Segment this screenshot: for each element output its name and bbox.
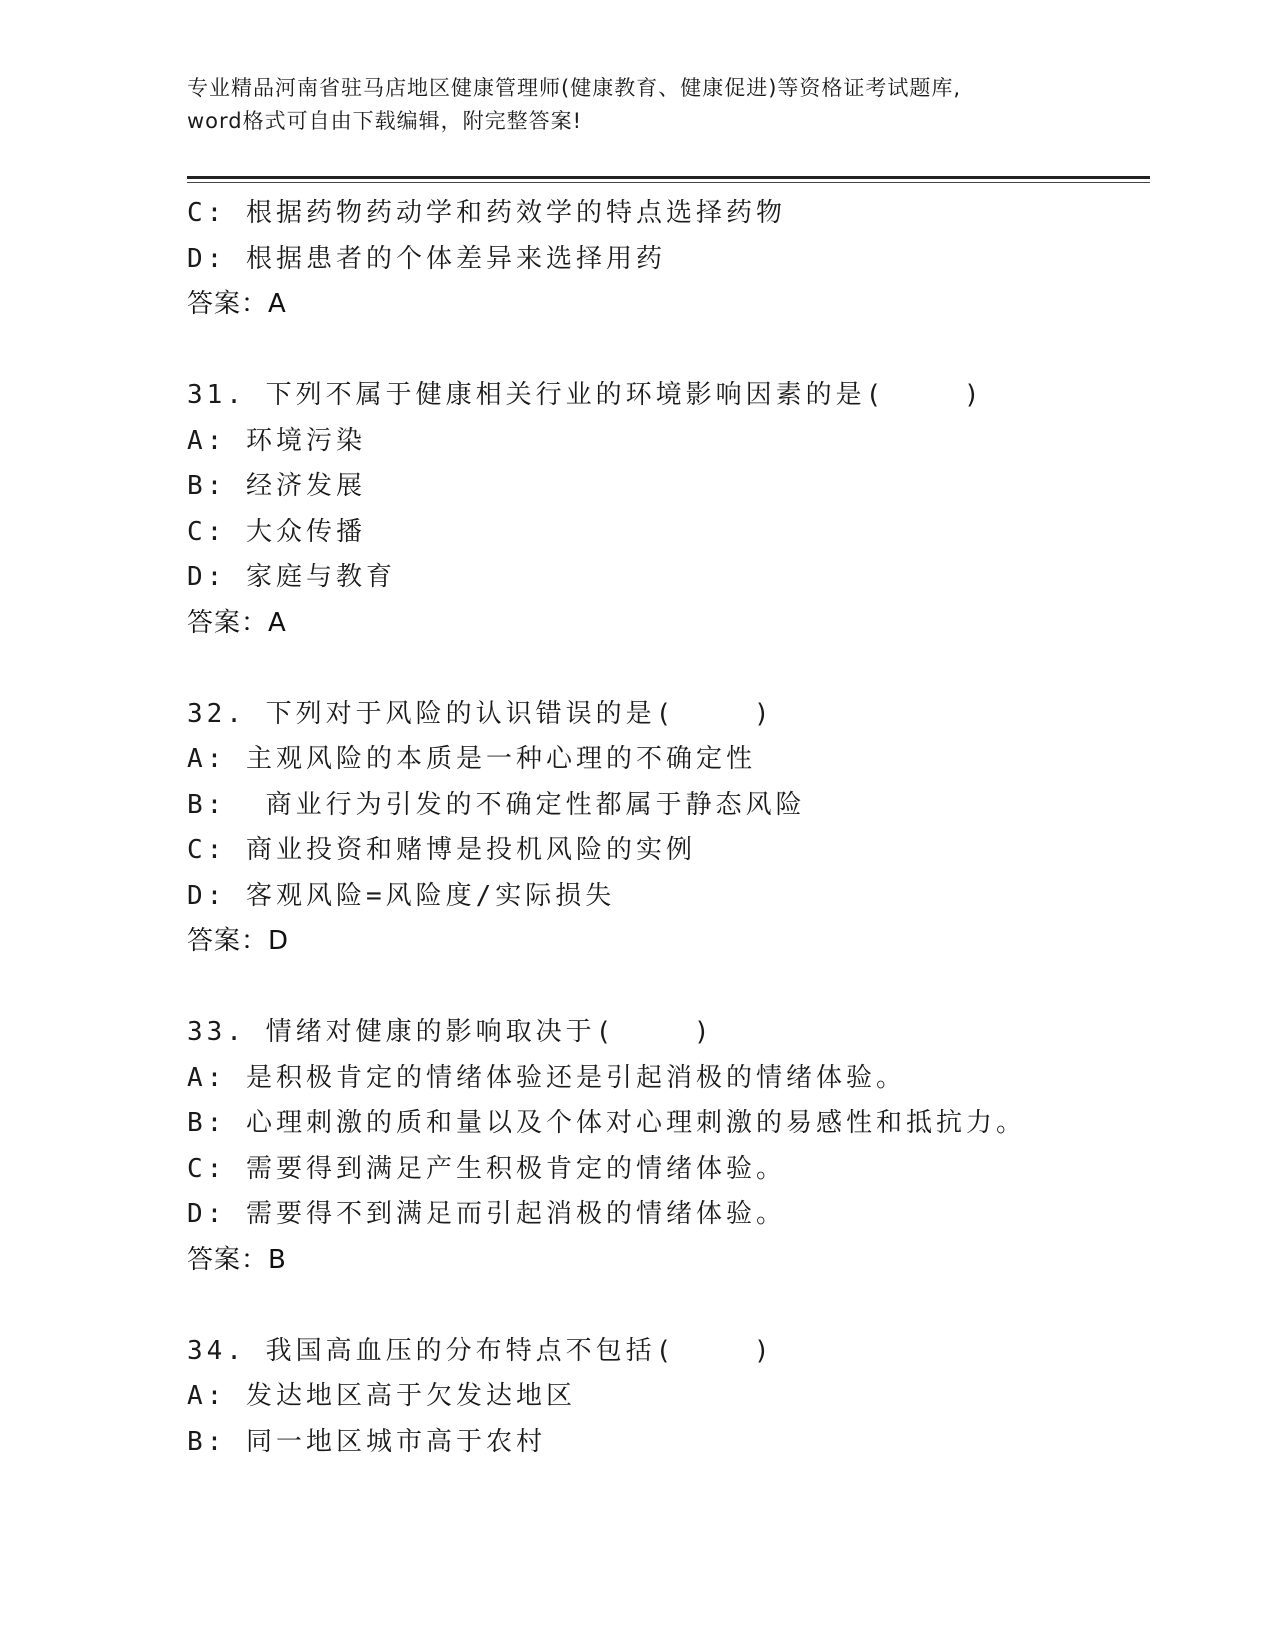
option-d: D: 根据患者的个体差异来选择用药	[187, 243, 666, 274]
document-header	[187, 72, 1087, 138]
header-divider-thin	[187, 182, 1150, 183]
answer-label: 答案：A	[187, 607, 287, 638]
spacer	[187, 1283, 1147, 1329]
question-32	[187, 692, 1147, 965]
answer-label: 答案：D	[187, 926, 290, 956]
header-title-line-1: 专业精品河南省驻马店地区健康管理师(健康教育、健康促进)等资格证考试题库,	[187, 76, 962, 100]
question-stem: 34. 我国高血压的分布特点不包括( )	[187, 1335, 774, 1366]
option-a: A: 主观风险的本质是一种心理的不确定性	[187, 744, 756, 774]
spacer	[187, 646, 1147, 692]
question-30-continued	[187, 191, 1147, 328]
question-34	[187, 1329, 1147, 1466]
option-a: A: 环境污染	[187, 425, 366, 456]
spacer	[187, 328, 1147, 374]
option-d: D: 客观风险=风险度/实际损失	[187, 880, 616, 911]
option-d: D: 家庭与教育	[187, 562, 396, 592]
option-d: D: 需要得不到满足而引起消极的情绪体验。	[187, 1199, 786, 1229]
header-divider-thick	[187, 176, 1150, 179]
header-title-line-2: word格式可自由下载编辑，附完整答案!	[187, 109, 583, 133]
option-b: B: 经济发展	[187, 471, 366, 501]
spacer	[187, 965, 1147, 1011]
option-a: A: 发达地区高于欠发达地区	[187, 1381, 576, 1411]
answer-label: 答案：A	[187, 289, 287, 319]
question-stem: 31. 下列不属于健康相关行业的环境影响因素的是( )	[187, 380, 984, 410]
option-b: B: 商业行为引发的不确定性都属于静态风险	[187, 789, 806, 820]
question-31	[187, 373, 1147, 646]
question-list	[187, 191, 1147, 1465]
question-stem: 33. 情绪对健康的影响取决于( )	[187, 1017, 714, 1047]
option-c: C: 需要得到满足产生积极肯定的情绪体验。	[187, 1153, 786, 1184]
option-c: C: 大众传播	[187, 516, 366, 547]
question-stem: 32. 下列对于风险的认识错误的是( )	[187, 698, 774, 729]
answer-label: 答案：B	[187, 1244, 287, 1275]
option-b: B: 同一地区城市高于农村	[187, 1426, 546, 1457]
question-33	[187, 1010, 1147, 1283]
option-b: B: 心理刺激的质和量以及个体对心理刺激的易感性和抵抗力。	[187, 1108, 1026, 1138]
option-a: A: 是积极肯定的情绪体验还是引起消极的情绪体验。	[187, 1062, 906, 1093]
option-c: C: 根据药物药动学和药效学的特点选择药物	[187, 198, 786, 228]
option-c: C: 商业投资和赌博是投机风险的实例	[187, 835, 696, 865]
